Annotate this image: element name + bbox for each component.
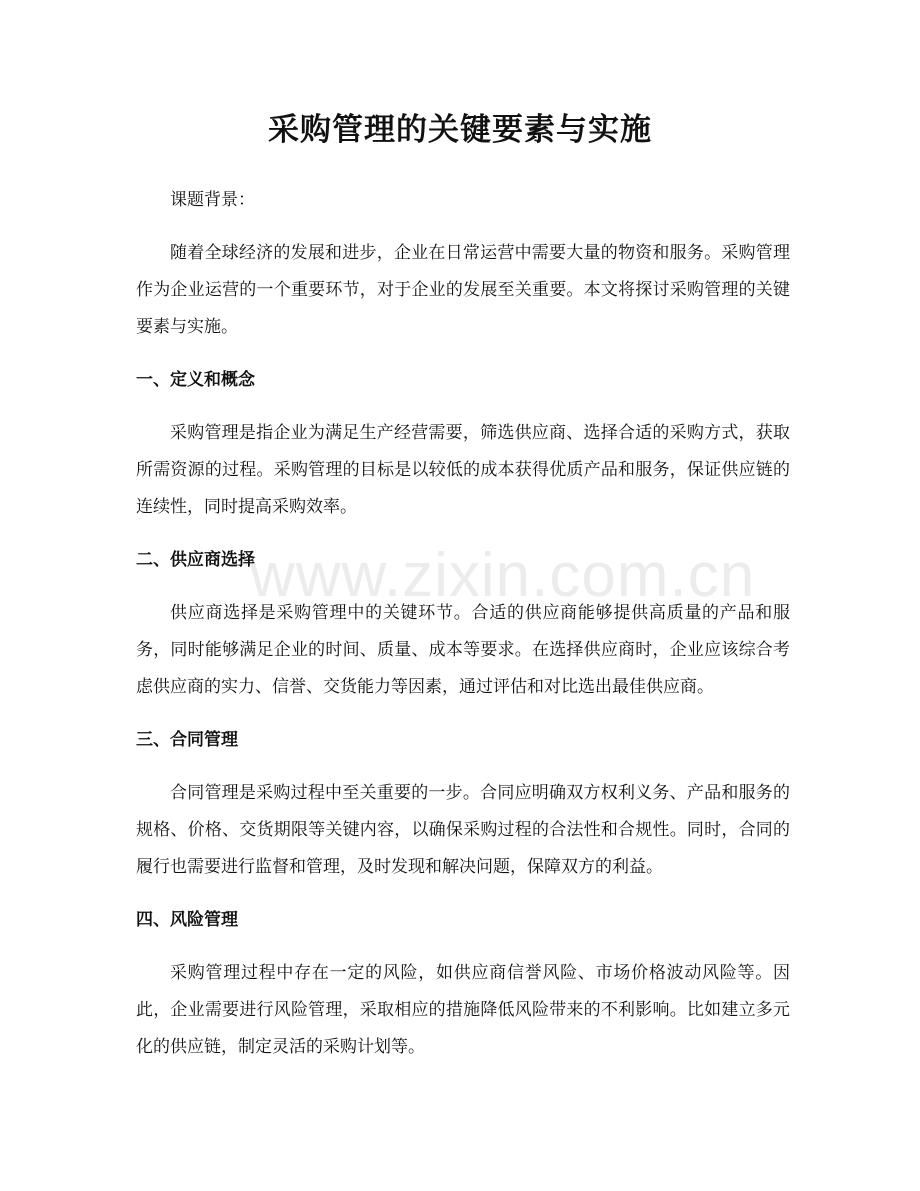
section-supplier-selection (136, 542, 790, 706)
section-risk-management (136, 902, 790, 1066)
section-definition (136, 362, 790, 526)
section-paragraph: 合同管理是采购过程中至关重要的一步。合同应明确双方权利义务、产品和服务的规格、价格、交货期限等关键内容，以确保采购过程的合法性和合规性。同时，合同的履行也需要进行监督和管理，及时发现和解决问题，保障双方的利益。 (136, 783, 790, 877)
section-paragraph: 采购管理是指企业为满足生产经营需要，筛选供应商、选择合适的采购方式，获取所需资源的过程。采购管理的目标是以较低的成本获得优质产品和服务，保证供应链的连续性，同时提高采购效率。 (136, 423, 790, 517)
section-paragraph: 供应商选择是采购管理中的关键环节。合适的供应商能够提供高质量的产品和服务，同时能够满足企业的时间、质量、成本等要求。在选择供应商时，企业应该综合考虑供应商的实力、信誉、交货能力等因素，通过评估和对比选出最佳供应商。 (136, 603, 790, 697)
document-title: 采购管理的关键要素与实施 (268, 112, 652, 148)
section-paragraph: 采购管理过程中存在一定的风险，如供应商信誉风险、市场价格波动风险等。因此，企业需要进行风险管理，采取相应的措施降低风险带来的不利影响。比如建立多元化的供应链，制定灵活的采购计划等。 (136, 963, 790, 1057)
section-heading: 二、供应商选择 (136, 550, 255, 570)
section-heading: 三、合同管理 (136, 730, 238, 750)
intro-paragraph: 随着全球经济的发展和进步，企业在日常运营中需要大量的物资和服务。采购管理作为企业运营的一个重要环节，对于企业的发展至关重要。本文将探讨采购管理的关键要素与实施。 (136, 243, 790, 337)
document-body (136, 182, 790, 1082)
watermark: www.zixin.com.cn (250, 541, 756, 610)
background-label: 课题背景： (170, 190, 255, 210)
section-contract-management (136, 722, 790, 886)
section-heading: 四、风险管理 (136, 910, 238, 930)
section-heading: 一、定义和概念 (136, 370, 255, 390)
